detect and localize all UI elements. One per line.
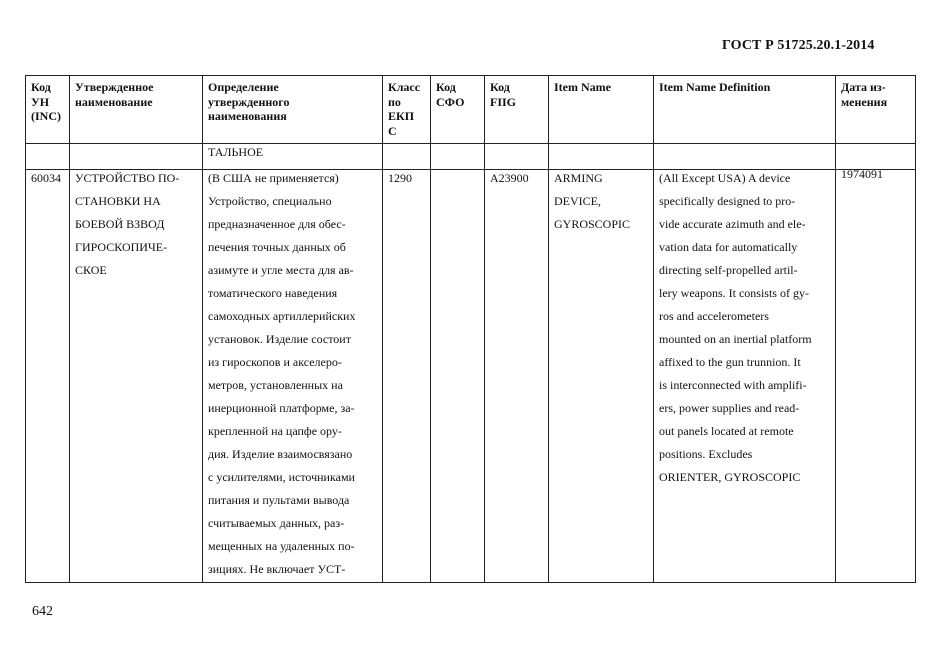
gost-table [25, 75, 916, 583]
table-row [26, 170, 916, 583]
text-line: affixed to the gun trunnion. It [659, 355, 801, 369]
text-line: наименования [208, 109, 287, 123]
cell-empty [654, 144, 836, 170]
page-number: 642 [32, 604, 53, 619]
text-line: С [388, 123, 397, 138]
text-line: с усилителями, источниками [208, 470, 355, 484]
cell-empty [70, 144, 203, 170]
header-class [383, 76, 431, 144]
text-line: менения [841, 94, 888, 109]
text-line: GYROSCOPIC [554, 217, 631, 231]
cell-empty [431, 144, 485, 170]
cell-item-definition [654, 170, 836, 583]
text-line: СКОЕ [75, 263, 107, 277]
text-line: ers, power supplies and read- [659, 401, 800, 415]
text-line: БОЕВОЙ ВЗВОД [75, 217, 165, 231]
text-line: (INC) [31, 109, 61, 123]
cell-date [836, 167, 916, 583]
text-line: метров, установленных на [208, 378, 343, 392]
text-line: инерционной платформе, за- [208, 401, 355, 415]
text-line: ros and accelerometers [659, 309, 769, 323]
text-line: Код [490, 80, 510, 94]
text-line: установок. Изделие состоит [208, 332, 351, 346]
text-line: directing self-propelled artil- [659, 263, 798, 277]
text-line: предназначенное для обес- [208, 217, 346, 231]
header-item-name [549, 76, 654, 144]
text-line: печения точных данных об [208, 240, 346, 254]
text-line: томатического наведения [208, 286, 338, 300]
header-inc [26, 76, 70, 144]
text-line: УСТРОЙСТВО ПО- [75, 171, 180, 185]
text-line: Item Name Definition [659, 80, 771, 94]
text-line: дия. Изделие взаимосвязано [208, 447, 353, 461]
text-line: FIIG [490, 94, 517, 109]
text-line: наименование [75, 94, 153, 109]
cell-approved-name [70, 170, 203, 583]
cell-empty [26, 144, 70, 170]
cell-inc [26, 170, 70, 583]
cell-empty [485, 144, 549, 170]
text-line: из гироскопов и акселеро- [208, 355, 342, 369]
text-line: крепленной на цапфе ору- [208, 424, 342, 438]
cell-definition-continuation [203, 144, 383, 170]
text-line: Код [31, 80, 51, 94]
header-sfo [431, 76, 485, 144]
text-line: ARMING [554, 171, 603, 185]
class-code: 1290 [388, 171, 412, 185]
text-line: (All Except USA) A device [659, 171, 791, 185]
text-line: УН [31, 94, 50, 109]
text-line: is interconnected with amplifi- [659, 378, 807, 392]
text-line: азимуте и угле места для ав- [208, 263, 354, 277]
text-line: Код [436, 80, 456, 94]
cell-item-name [549, 170, 654, 583]
cell-empty [383, 144, 431, 170]
text-line: vide accurate azimuth and ele- [659, 217, 806, 231]
header-item-definition [654, 76, 836, 144]
header-row [26, 76, 916, 144]
text-line: Класс [388, 80, 421, 94]
cell-class [383, 170, 431, 583]
text-line: питания и пультами вывода [208, 493, 350, 507]
text-line: утвержденного [208, 94, 290, 109]
header-approved-name [70, 76, 203, 144]
text-line: lery weapons. It consists of gy- [659, 286, 809, 300]
header-definition [203, 76, 383, 144]
text-line: specifically designed to pro- [659, 194, 796, 208]
text-line: считываемых данных, раз- [208, 516, 345, 530]
text-line: ORIENTER, GYROSCOPIC [659, 470, 801, 484]
text-line: ГИРОСКОПИЧЕ- [75, 240, 168, 254]
text-line: мещенных на удаленных по- [208, 539, 355, 553]
continuation-row [26, 144, 916, 170]
cell-definition [203, 170, 383, 583]
text-line: vation data for automatically [659, 240, 798, 254]
text-line: ЕКП [388, 109, 415, 123]
text-line: out panels located at remote [659, 424, 794, 438]
text-line: самоходных артиллерийских [208, 309, 356, 323]
text-line: DEVICE, [554, 194, 601, 208]
fiig-code: A23900 [490, 171, 529, 185]
cell-empty [549, 144, 654, 170]
text-line: Item Name [554, 80, 611, 94]
text-line: Устройство, специально [208, 194, 332, 208]
text-line: (В США не применяется) [208, 171, 339, 185]
text-line: mounted on an inertial platform [659, 332, 812, 346]
cell-empty [836, 144, 916, 170]
text-line: Утвержденное [75, 80, 154, 94]
cell-fiig [485, 170, 549, 583]
cell-sfo [431, 170, 485, 583]
change-date: 1974091 [841, 167, 883, 181]
text-line: СФО [436, 94, 465, 109]
text-line: СТАНОВКИ НА [75, 194, 161, 208]
header-fiig [485, 76, 549, 144]
text-line: по [388, 94, 401, 109]
document-code: ГОСТ Р 51725.20.1-2014 [722, 38, 875, 53]
definition-continuation-text: ТАЛЬНОЕ [208, 145, 264, 159]
text-line: Дата из- [841, 80, 886, 94]
header-date [836, 76, 916, 144]
text-line: Определение [208, 80, 279, 94]
text-line: зициях. Не включает УСТ- [208, 562, 346, 576]
text-line: positions. Excludes [659, 447, 753, 461]
inc-code: 60034 [31, 171, 61, 185]
